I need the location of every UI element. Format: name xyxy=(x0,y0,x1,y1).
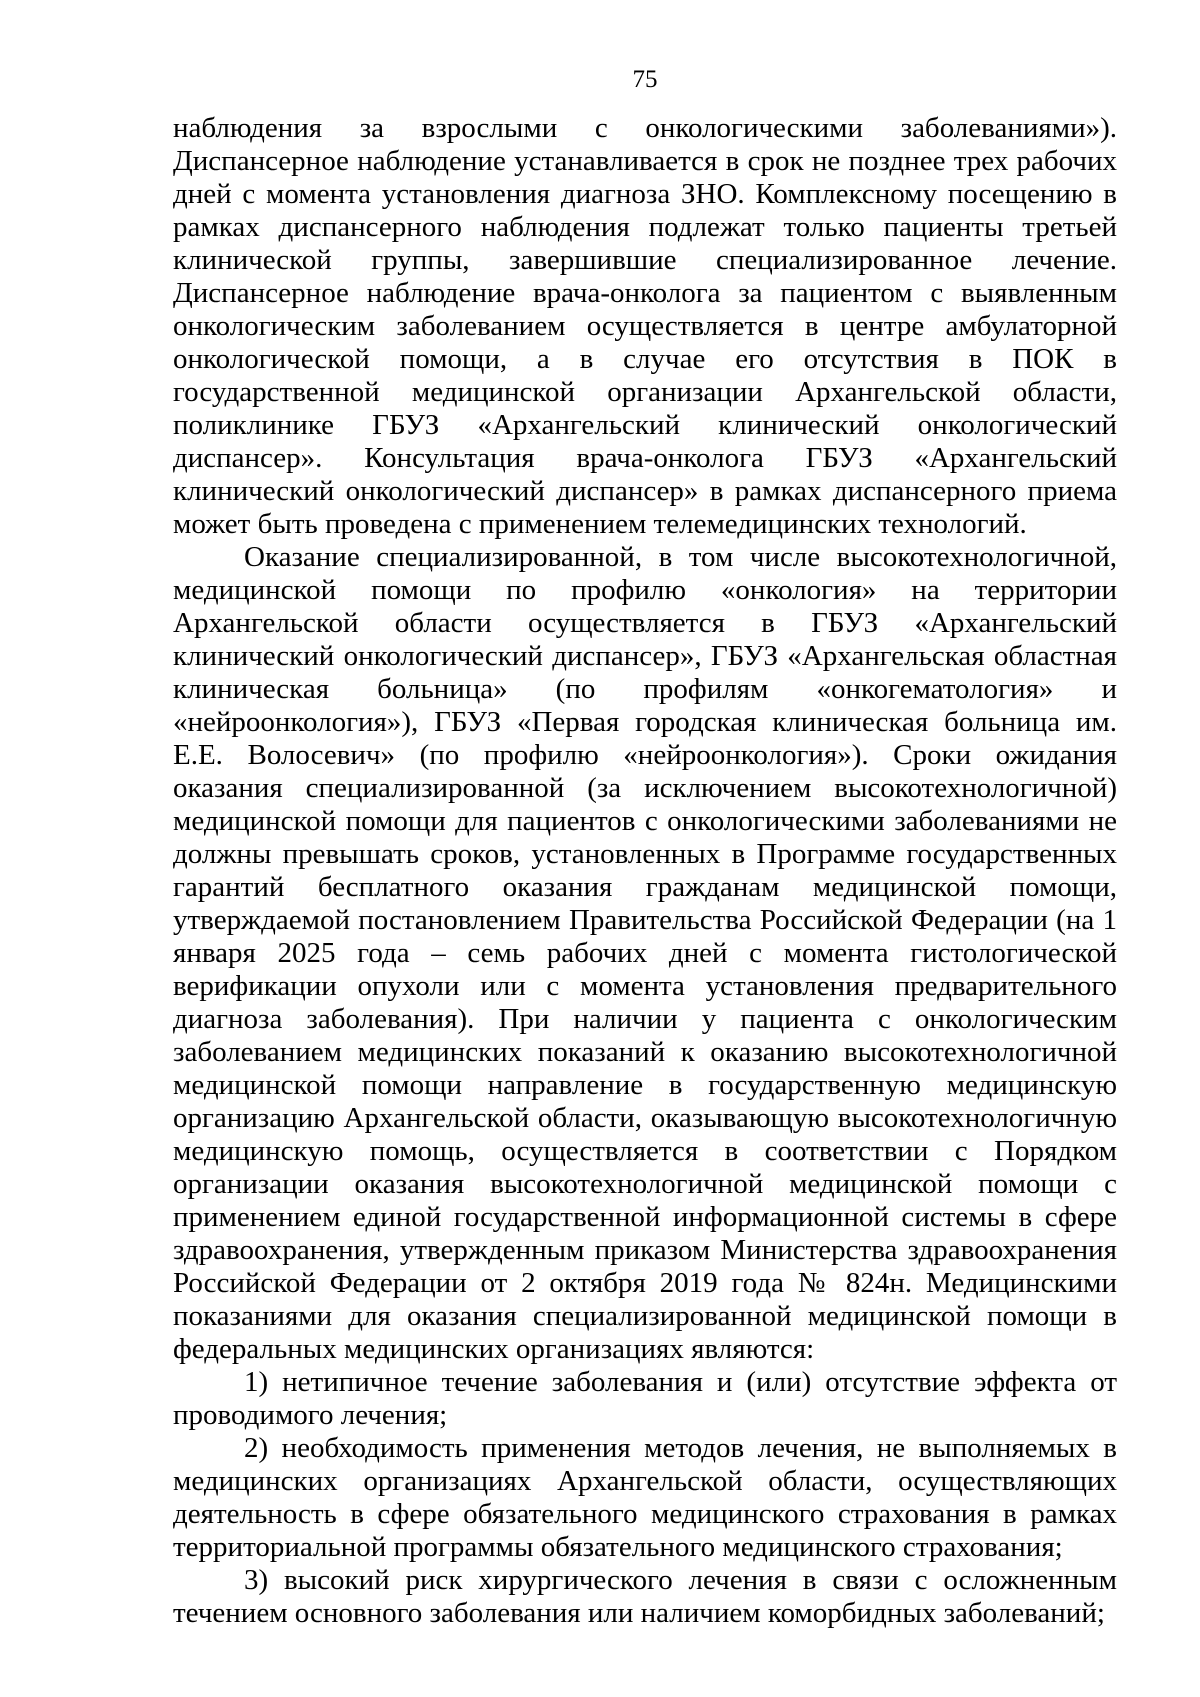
list-item-3: 3) высокий риск хирургического лечения в связи с осложненным течением основного заболевания или наличием коморбидных заболеваний; xyxy=(173,1564,1117,1629)
list-item-1: 1) нетипичное течение заболевания и (или) отсутствие эффекта от проводимого лечения; xyxy=(173,1366,1117,1431)
document-body xyxy=(173,112,1117,1630)
paragraph-specialized-care: Оказание специализированной, в том числе высокотехнологичной, медицинской помощи по профилю «онкология» на территории Архангельской области осуществляется в ГБУЗ «Архангельский клинический онкологический диспансер», ГБУЗ «Архангельская областная клиническая больница» (по профилям «онкогематология» и «нейроонкология»), ГБУЗ «Первая городская клиническая больница им. Е.Е. Волосевич» (по профилю «нейроонкология»). Сроки ожидания оказания специализированной (за исключением высокотехнологичной) медицинской помощи для пациентов с онкологическими заболеваниями не должны превышать сроков, установленных в Программе государственных гарантий бесплатного оказания гражданам медицинской помощи, утверждаемой постановлением Правительства Российской Федерации (на 1 января 2025 года – семь рабочих дней с момента гистологической верификации опухоли или с момента установления предварительного диагноза заболевания). При наличии у пациента с онкологическим заболеванием медицинских показаний к оказанию высокотехнологичной медицинской помощи направление в государственную медицинскую организацию Архангельской области, оказывающую высокотехнологичную медицинскую помощь, осуществляется в соответствии с Порядком организации оказания высокотехнологичной медицинской помощи с применением единой государственной информационной системы в сфере здравоохранения, утвержденным приказом Министерства здравоохранения Российской Федерации от 2 октября 2019 года № 824н. Медицинскими показаниями для оказания специализированной медицинской помощи в федеральных медицинских организациях являются: xyxy=(173,541,1117,1365)
page-number: 75 xyxy=(632,66,658,93)
list-item-2: 2) необходимость применения методов лечения, не выполняемых в медицинских организациях Архангельской области, осуществляющих деятельность в сфере обязательного медицинского страхования в рамках территориальной программы обязательного медицинского страхования; xyxy=(173,1432,1117,1563)
paragraph-continuation: наблюдения за взрослыми с онкологическими заболеваниями»). Диспансерное наблюдение устанавливается в срок не позднее трех рабочих дней с момента установления диагноза ЗНО. Комплексному посещению в рамках диспансерного наблюдения подлежат только пациенты третьей клинической группы, завершившие специализированное лечение. Диспансерное наблюдение врача-онколога за пациентом с выявленным онкологическим заболеванием осуществляется в центре амбулаторной онкологической помощи, а в случае его отсутствия в ПОК в государственной медицинской организации Архангельской области, поликлинике ГБУЗ «Архангельский клинический онкологический диспансер». Консультация врача-онколога ГБУЗ «Архангельский клинический онкологический диспансер» в рамках диспансерного приема может быть проведена с применением телемедицинских технологий. xyxy=(173,112,1117,540)
